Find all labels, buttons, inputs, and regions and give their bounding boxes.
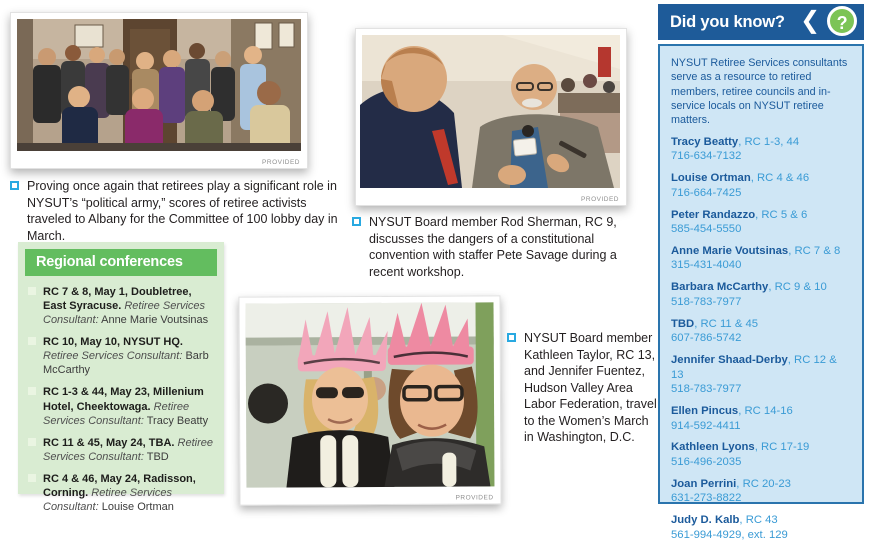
photo-womens-march [238, 295, 501, 505]
did-you-know-body [658, 44, 864, 541]
square-bullet-icon [10, 181, 19, 190]
caption-lobby-day-text: Proving once again that retirees play a significant role in NYSUT’s “political army,” scores of retiree activists traveled to Albany for the Committee of 100 lobby day in March. [27, 179, 338, 243]
consultant-phone: 914-592-4411 [671, 419, 741, 432]
consultant-entry [671, 477, 851, 506]
consultant-rc: , RC 1-3, 44 [738, 135, 800, 148]
caption-womens-march [507, 330, 657, 446]
conference-event: RC 11 & 45, May 24, TBA. [43, 436, 175, 449]
chevron-left-icon: ❮ [800, 7, 820, 35]
did-you-know-title: Did you know? [670, 13, 785, 31]
conference-event: RC 7 & 8, May 1, Doubletree, East Syracuse. [43, 286, 192, 313]
conference-item [28, 472, 215, 514]
conference-text [43, 472, 215, 514]
consultant-label: Retiree Services Consultant: [43, 486, 172, 514]
regional-conferences-panel [18, 242, 224, 514]
provided-credit: PROVIDED [455, 494, 494, 502]
consultant-name: Ellen Pincus [671, 405, 739, 418]
caption-lobby-day [10, 178, 348, 244]
consultant-rc: , RC 4 & 46 [750, 172, 810, 185]
consultant-entry [671, 440, 851, 469]
consultant-entry [671, 317, 851, 346]
square-bullet-icon [28, 287, 36, 295]
regional-conferences-list [18, 276, 224, 514]
consultant-rc: , RC 20-23 [736, 477, 791, 490]
rod-sherman-illustration [362, 35, 620, 188]
consultant-phone: 315-431-4040 [671, 259, 742, 272]
conference-item [28, 385, 215, 427]
consultant-entry [671, 513, 851, 542]
consultant-name: Tracy Beatty [671, 135, 739, 148]
consultant-name: Anne Marie Voutsinas [671, 244, 789, 257]
consultant-entry [671, 404, 851, 433]
square-bullet-icon [352, 217, 361, 226]
consultant-entry [671, 244, 851, 273]
consultant-phone: 518-783-7977 [671, 295, 742, 308]
conference-item [28, 436, 215, 464]
consultant-name: Barbara McCarthy [671, 281, 769, 294]
conference-event: RC 1-3 & 44, May 23, Millenium Hotel, Cheektowaga. [43, 386, 204, 413]
lobby-day-group-illustration [17, 19, 301, 151]
consultant-rc: , RC 17-19 [754, 441, 810, 454]
did-you-know-panel [658, 4, 864, 541]
consultant-name: Peter Randazzo [671, 208, 756, 221]
caption-rod-sherman-text: NYSUT Board member Rod Sherman, RC 9, discusses the dangers of a constitutional convention with staffer Pete Savage during a recent workshop. [369, 215, 617, 279]
consultant-phone: 607-786-5742 [671, 332, 742, 345]
consultant-rc: , RC 43 [739, 514, 778, 527]
provided-credit: PROVIDED [262, 159, 300, 166]
consultant-entry [671, 171, 851, 200]
question-mark-icon: ? [827, 6, 857, 36]
consultant-name: Louise Ortman [101, 501, 174, 514]
consultant-name: Tracy Beatty [146, 414, 209, 427]
consultant-name: Joan Perrini [671, 477, 737, 490]
conference-text [43, 385, 215, 427]
consultant-phone: 716-664-7425 [671, 186, 742, 199]
consultant-name: Louise Ortman [671, 172, 751, 185]
conference-text [43, 335, 215, 377]
consultant-name: Anne Marie Voutsinas [101, 314, 209, 327]
consultant-name: Jennifer Shaad-Derby [671, 354, 788, 367]
consultant-rc: , RC 7 & 8 [788, 244, 841, 257]
conference-event: RC 10, May 10, NYSUT HQ. [43, 336, 183, 349]
consultant-rc: , RC 9 & 10 [768, 281, 827, 294]
consultant-phone: 518-783-7977 [671, 383, 742, 396]
consultant-rc: , RC 14-16 [738, 405, 793, 418]
womens-march-illustration [245, 302, 494, 487]
consultant-rc: , RC 11 & 45 [694, 317, 759, 330]
consultant-entry [671, 208, 851, 237]
regional-conferences-title: Regional conferences [25, 249, 217, 276]
conference-item [28, 285, 215, 327]
photo-lobby-day-group [10, 12, 308, 169]
consultant-rc: , RC 5 & 6 [755, 208, 808, 221]
provided-credit: PROVIDED [581, 196, 619, 203]
consultant-phone: 561-994-4929, ext. 129 [671, 528, 788, 541]
consultant-label: Retiree Services Consultant: [43, 400, 190, 427]
consultant-entry [671, 280, 851, 309]
consultant-name: TBD [671, 317, 695, 330]
consultant-phone: 585-454-5550 [671, 223, 742, 236]
conference-text [43, 285, 215, 327]
caption-womens-march-text: NYSUT Board member Kathleen Taylor, RC 13, and Jennifer Fuentez, Hudson Valley Area Labor Federation, travel to the Women’s March in Washington, D.C. [524, 331, 657, 444]
did-you-know-header [658, 4, 864, 40]
did-you-know-intro: NYSUT Retiree Services consultants serve as a resource to retired members, retiree councils and in-service locals on NYSUT retiree matters. [671, 57, 848, 126]
square-bullet-icon [28, 438, 36, 446]
consultant-name: Judy D. Kalb [671, 514, 740, 527]
consultant-rc: , RC 12 & 13 [671, 354, 837, 381]
conference-event: RC 4 & 46, May 24, Radisson, Corning. [43, 472, 196, 499]
consultant-name: TBD [146, 450, 169, 463]
caption-rod-sherman [352, 214, 634, 280]
conference-text [43, 436, 215, 464]
conference-item [28, 335, 215, 377]
photo-rod-sherman [355, 28, 627, 206]
consultant-entry [671, 135, 851, 164]
square-bullet-icon [507, 333, 516, 342]
consultant-entry [671, 353, 851, 396]
square-bullet-icon [28, 387, 36, 395]
consultant-name: Kathleen Lyons [671, 441, 755, 454]
consultant-name: Barb McCarthy [43, 350, 209, 377]
square-bullet-icon [28, 474, 36, 482]
consultant-phone: 716-634-7132 [671, 150, 742, 163]
consultant-label: Retiree Services Consultant: [43, 350, 183, 363]
consultant-phone: 516-496-2035 [671, 455, 742, 468]
consultant-phone: 631-273-8822 [671, 492, 742, 505]
square-bullet-icon [28, 337, 36, 345]
consultant-label: Retiree Services Consultant: [43, 300, 206, 327]
consultant-label: Retiree Services Consultant: [43, 436, 213, 463]
